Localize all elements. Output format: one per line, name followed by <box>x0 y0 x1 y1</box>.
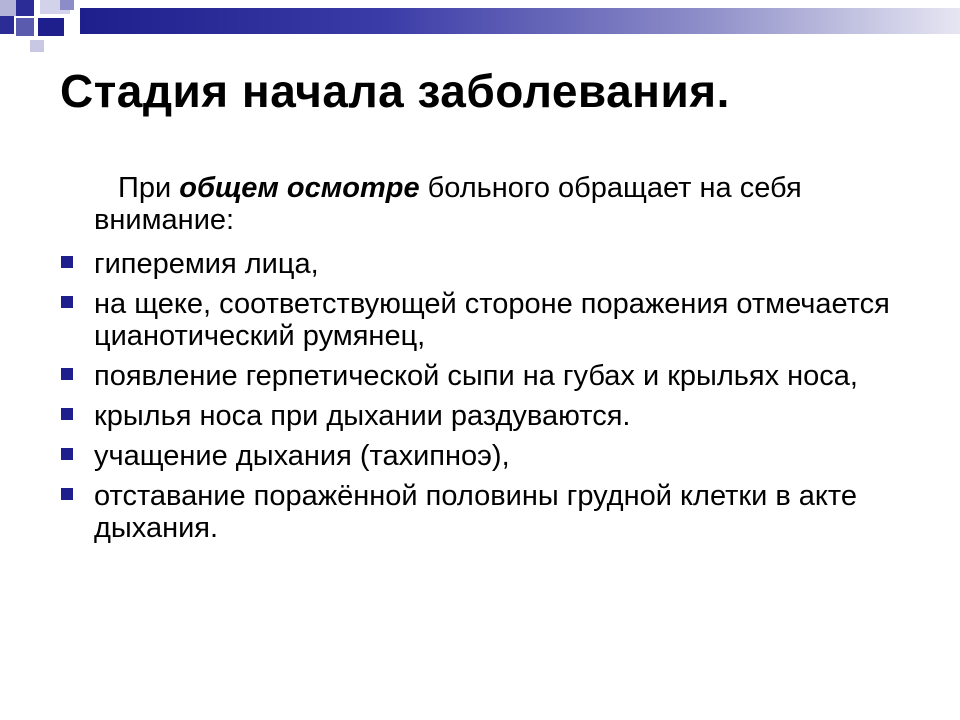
header-gradient-bar <box>80 8 960 34</box>
list-item <box>60 400 920 432</box>
list-item-text: крылья носа при дыхании раздуваются. <box>94 400 631 432</box>
list-item <box>60 480 920 544</box>
list-item-text: на щеке, соответствующей стороне поражения отмечается цианотический румянец, <box>94 288 890 352</box>
decor-square <box>38 18 64 36</box>
square-bullet-icon <box>61 408 73 420</box>
decor-square <box>60 0 74 10</box>
square-bullet-icon <box>61 256 73 268</box>
list-item-text: появление герпетической сыпи на губах и крыльях носа, <box>94 360 858 392</box>
square-bullet-icon <box>61 368 73 380</box>
intro-suffix: больного обращает на себя внимание: <box>94 172 802 236</box>
list-item-text: учащение дыхания (тахипноэ), <box>94 440 510 472</box>
intro-emphasis: общем осмотре <box>179 172 420 204</box>
decor-square <box>0 16 14 34</box>
list-item <box>60 288 920 352</box>
list-item <box>60 360 920 392</box>
square-bullet-icon <box>61 296 73 308</box>
decor-square <box>0 0 16 16</box>
slide-content <box>60 172 920 552</box>
slide-title: Стадия начала заболевания. <box>60 65 730 117</box>
list-item-text: гиперемия лица, <box>94 248 319 280</box>
decor-square <box>30 40 44 52</box>
decor-square <box>16 18 34 36</box>
square-bullet-icon <box>61 488 73 500</box>
square-bullet-icon <box>61 448 73 460</box>
bullet-list <box>60 248 920 544</box>
list-item <box>60 248 920 280</box>
list-item <box>60 440 920 472</box>
list-item-text: отставание поражённой половины грудной клетки в акте дыхания. <box>94 480 858 544</box>
decor-square <box>16 0 34 16</box>
intro-prefix: При <box>118 172 180 204</box>
intro-paragraph <box>60 172 920 236</box>
